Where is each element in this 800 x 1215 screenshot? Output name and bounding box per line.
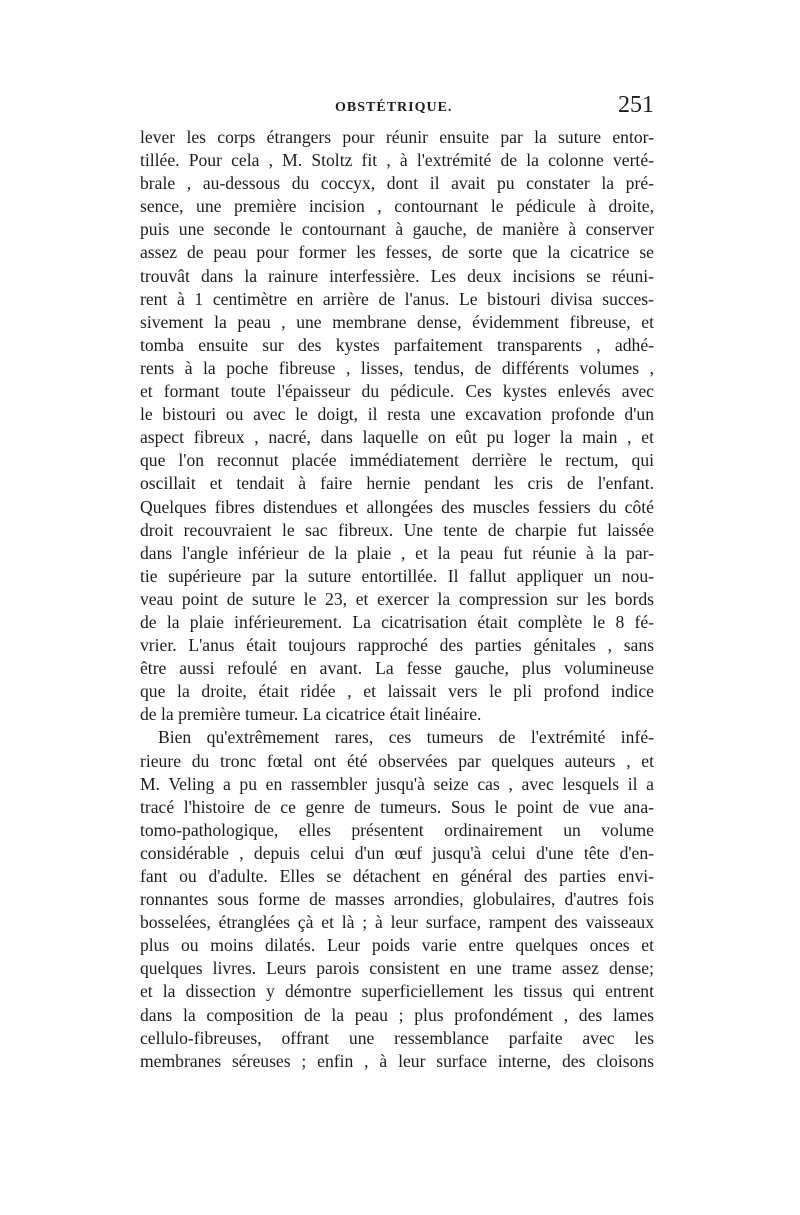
text-line: aspect fibreux , nacré, dans laquelle on eût pu loger la main , et xyxy=(140,427,654,448)
text-line: rieure du tronc fœtal ont été observées par quelques auteurs , et xyxy=(140,750,654,771)
text-line: puis une seconde le contournant à gauche, de manière à conserver xyxy=(140,219,654,240)
text-line: considérable , depuis celui d'un œuf jusqu'à celui d'une tête d'en- xyxy=(140,842,654,863)
text-line: être aussi refoulé en avant. La fesse gauche, plus volumineuse xyxy=(140,658,654,679)
text-line: sence, une première incision , contournant le pédicule à droite, xyxy=(140,196,654,217)
text-line: rents à la poche fibreuse , lisses, tendus, de différents volumes , xyxy=(140,357,654,378)
text-line: tomba ensuite sur des kystes parfaitement transparents , adhé- xyxy=(140,334,654,355)
text-line: dans la composition de la peau ; plus profondément , des lames xyxy=(140,1004,654,1025)
text-line: M. Veling a pu en rassembler jusqu'à seize cas , avec lesquels il a xyxy=(140,773,654,794)
body-text xyxy=(140,126,654,1073)
text-line: veau point de suture le 23, et exercer la compression sur les bords xyxy=(140,588,654,609)
text-line: que l'on reconnut placée immédiatement derrière le rectum, qui xyxy=(140,450,654,471)
text-line: tie supérieure par la suture entortillée. Il fallut appliquer un nou- xyxy=(140,565,654,586)
text-line: et formant toute l'épaisseur du pédicule. Ces kystes enlevés avec xyxy=(140,381,654,402)
text-line: trouvât dans la rainure interfessière. Les deux incisions se réuni- xyxy=(140,265,654,286)
text-line: de la plaie inférieurement. La cicatrisation était complète le 8 fé- xyxy=(140,611,654,632)
text-line: fant ou d'adulte. Elles se détachent en général des parties envi- xyxy=(140,866,654,886)
text-line: et la dissection y démontre superficiellement les tissus qui entrent xyxy=(140,981,654,1002)
text-line: le bistouri ou avec le doigt, il resta une excavation profonde d'un xyxy=(140,404,654,425)
text-line: bosselées, étranglées çà et là ; à leur surface, rampent des vaisseaux xyxy=(140,912,654,933)
running-title: OBSTÉTRIQUE. xyxy=(335,100,453,115)
paragraph-end-line: de la première tumeur. La cicatrice était linéaire. xyxy=(140,704,482,725)
text-line: oscillait et tendait à faire hernie pendant les cris de l'enfant. xyxy=(140,473,654,494)
running-header xyxy=(140,92,660,122)
text-line: dans l'angle inférieur de la plaie , et la peau fut réunie à la par- xyxy=(140,542,654,563)
text-line: plus ou moins dilatés. Leur poids varie entre quelques onces et xyxy=(140,935,654,956)
text-line: lever les corps étrangers pour réunir ensuite par la suture entor- xyxy=(140,127,654,147)
text-line: tillée. Pour cela , M. Stoltz fit , à l'extrémité de la colonne verté- xyxy=(140,150,654,171)
text-line: droit recouvraient le sac fibreux. Une tente de charpie fut laissée xyxy=(140,519,654,540)
text-line: cellulo-fibreuses, offrant une ressemblance parfaite avec les xyxy=(140,1027,654,1048)
text-line: que la droite, était ridée , et laissait vers le pli profond indice xyxy=(140,681,654,702)
text-line: assez de peau pour former les fesses, de sorte que la cicatrice se xyxy=(140,242,654,263)
paragraph-start-line: Bien qu'extrêmement rares, ces tumeurs de l'extrémité infé- xyxy=(158,727,654,748)
text-line: rent à 1 centimètre en arrière de l'anus. Le bistouri divisa succes- xyxy=(140,288,654,309)
text-line: sivement la peau , une membrane dense, évidemment fibreuse, et xyxy=(140,311,654,332)
text-line: quelques livres. Leurs parois consistent en une trame assez dense; xyxy=(140,958,654,979)
text-line: membranes séreuses ; enfin , à leur surface interne, des cloisons xyxy=(140,1050,654,1071)
text-line: brale , au-dessous du coccyx, dont il avait pu constater la pré- xyxy=(140,173,654,194)
text-line: tracé l'histoire de ce genre de tumeurs. Sous le point de vue ana- xyxy=(140,796,654,817)
text-line: ronnantes sous forme de masses arrondies, globulaires, d'autres fois xyxy=(140,889,654,910)
text-line: tomo-pathologique, elles présentent ordinairement un volume xyxy=(140,819,654,840)
text-line: vrier. L'anus était toujours rapproché des parties génitales , sans xyxy=(140,635,654,656)
text-line: Quelques fibres distendues et allongées des muscles fessiers du côté xyxy=(140,496,654,517)
page-number: 251 xyxy=(618,92,654,118)
